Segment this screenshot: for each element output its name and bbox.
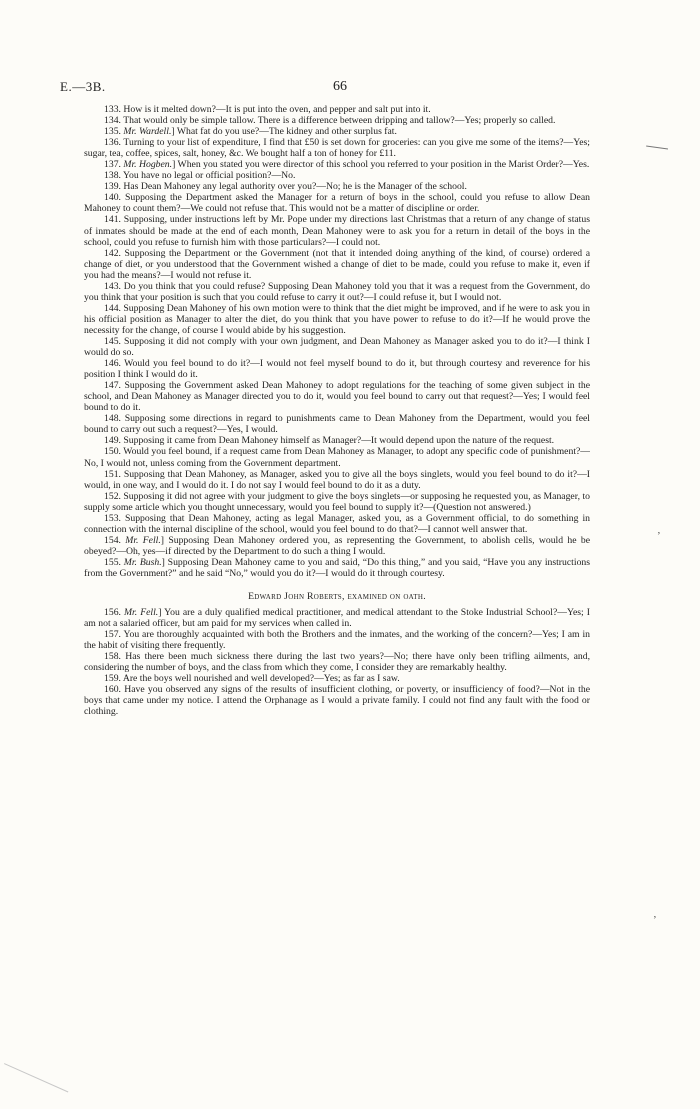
scan-artifact-line	[4, 1063, 69, 1093]
paragraph: 157. You are thoroughly acquainted with both the Brothers and the inmates, and the working of the concern?—Yes; I am in the habit of visiting there frequently.	[84, 629, 590, 652]
paragraph: 139. Has Dean Mahoney any legal authority over you?—No; he is the Manager of the school.	[104, 181, 467, 193]
paragraph: 140. Supposing the Department asked the Manager for a return of boys in the school, could you refuse to allow Dean Mahoney to count them?—We could not refuse that. This would not be a matter of discipline or order.	[84, 192, 590, 215]
paragraph: 133. How is it melted down?—It is put into the oven, and pepper and salt put into it.	[104, 104, 431, 115]
paragraph: 137. Mr. Hogben.] When you stated you were director of this school you referred to your position in the Marist Order?—Yes.	[104, 159, 590, 171]
paragraph: 154. Mr. Fell.] Supposing Dean Mahoney ordered you, as representing the Government, to abolish cells, would he be obeyed?—Oh, yes—if directed by the Department to do such a thing I would.	[84, 534, 591, 557]
paragraph: 145. Supposing it did not comply with your own judgment, and Dean Mahoney as Manager asked you to do it?—I think I would do so.	[84, 335, 590, 359]
paragraph: 144. Supposing Dean Mahoney of his own motion were to think that the diet might be improved, and if he were to ask you in his official position as Manager to alter the diet, do you think that you have power to refuse to do it?—If he would prove the necessity for the change, of course I would abide by his suggestion.	[84, 302, 590, 336]
paragraph: 135. Mr. Wardell.] What fat do you use?—The kidney and other surplus fat.	[104, 126, 397, 138]
paragraph: 150. Would you feel bound, if a request came from Dean Mahoney as Manager, to adopt any specific code of punishment?—No, I would not, unless coming from the Government department.	[84, 446, 590, 469]
witness-heading: Edward John Roberts, examined on oath.	[248, 591, 426, 603]
paragraph: 143. Do you think that you could refuse? Supposing Dean Mahoney told you that it was a request from the Government, do you think that your position is such that you could refuse to carry it out?—I could refuse it, but I would not.	[84, 280, 590, 303]
paragraph: 138. You have no legal or official position?—No.	[104, 170, 296, 182]
paragraph: 141. Supposing, under instructions left by Mr. Pope under my directions last Christmas that a return of any change of status of inmates should be made at the end of each month, Dean Mahoney were to ask you for a return in detail of the boys in the school, could you refuse to furnish him with those particulars?—I could not.	[84, 214, 590, 248]
paragraph: 134. That would only be simple tallow. There is a difference between dripping and tallow?—Yes; properly so called.	[104, 115, 556, 127]
paragraph: 156. Mr. Fell.] You are a duly qualified medical practitioner, and medical attendant to the Stoke Industrial School?—Yes; I am not a salaried officer, but am paid for my services when called in.	[84, 607, 590, 630]
paragraph: 160. Have you observed any signs of the results of insufficient clothing, or poverty, or insufficiency of food?—Not in the boys that came under my notice. I attend the Orphanage as I would a private family. I could not find any fault with the food or clothing.	[84, 684, 590, 718]
paragraph: 151. Supposing that Dean Mahoney, as Manager, asked you to give all the boys singlets, would you feel bound to do it?—I would, in one way, and I would do it. I do not say I would feel bound to do it as a duty.	[84, 468, 590, 491]
paragraph: 155. Mr. Bush.] Supposing Dean Mahoney came to you and said, “Do this thing,” and you said, “Have you any instructions from the Government?” and he said “No,” would you do it?—I would do it through courtesy.	[84, 556, 591, 579]
paragraph: 148. Supposing some directions in regard to punishments came to Dean Mahoney from the Department, would you feel bound to carry out such a request?—Yes, I would.	[84, 413, 590, 436]
paragraph: 153. Supposing that Dean Mahoney, acting as legal Manager, asked you, as a Government official, to do something in connection with the internal discipline of the school, would you feel bound to do that?—I cannot well answer that.	[84, 512, 590, 535]
page-header	[60, 79, 620, 97]
page-number: 66	[333, 79, 347, 94]
paragraph: 159. Are the boys well nourished and well developed?—Yes; as far as I saw.	[104, 673, 400, 685]
document-reference: E.—3B.	[60, 79, 106, 94]
paragraph: 142. Supposing the Department or the Government (not that it intended doing anything of the kind, of course) ordered a change of diet, or you understood that the Government wished a change of diet to be made, could you refuse to make it, even if you had the means?—I would not refuse it.	[84, 247, 590, 281]
document-body	[84, 104, 590, 718]
paragraph: 146. Would you feel bound to do it?—I would not feel myself bound to do it, but through courtesy and reverence for his position I think I would do it.	[84, 358, 590, 381]
paragraph: 147. Supposing the Government asked Dean Mahoney to adopt regulations for the teaching of some given subject in the school, and Dean Mahoney as Manager directed you to do it, would you feel bound to carry out that request?—Yes; I would feel bound to do it.	[84, 380, 590, 414]
paragraph: 136. Turning to your list of expenditure, I find that £50 is set down for groceries: can you give me some of the items?—Yes; sugar, tea, coffee, spices, salt, honey, &c. We bought half a ton of honey for £11.	[84, 137, 590, 160]
margin-mark	[646, 145, 668, 150]
margin-mark: ‚	[653, 908, 657, 920]
paragraph: 158. Has there been much sickness there during the last two years?—No; there have only been trifling ailments, and, considering the number of boys, and the class from which they come, I consider they are remarkably healthy.	[84, 651, 590, 674]
paragraph: 152. Supposing it did not agree with your judgment to give the boys singlets—or supposing he requested you, as Manager, to supply some article which you thought unnecessary, would you feel bound to supply it?—(Question not answered.)	[84, 490, 590, 513]
paragraph: 149. Supposing it came from Dean Mahoney himself as Manager?—It would depend upon the nature of the request.	[104, 435, 555, 447]
margin-mark: ‚	[657, 524, 661, 536]
